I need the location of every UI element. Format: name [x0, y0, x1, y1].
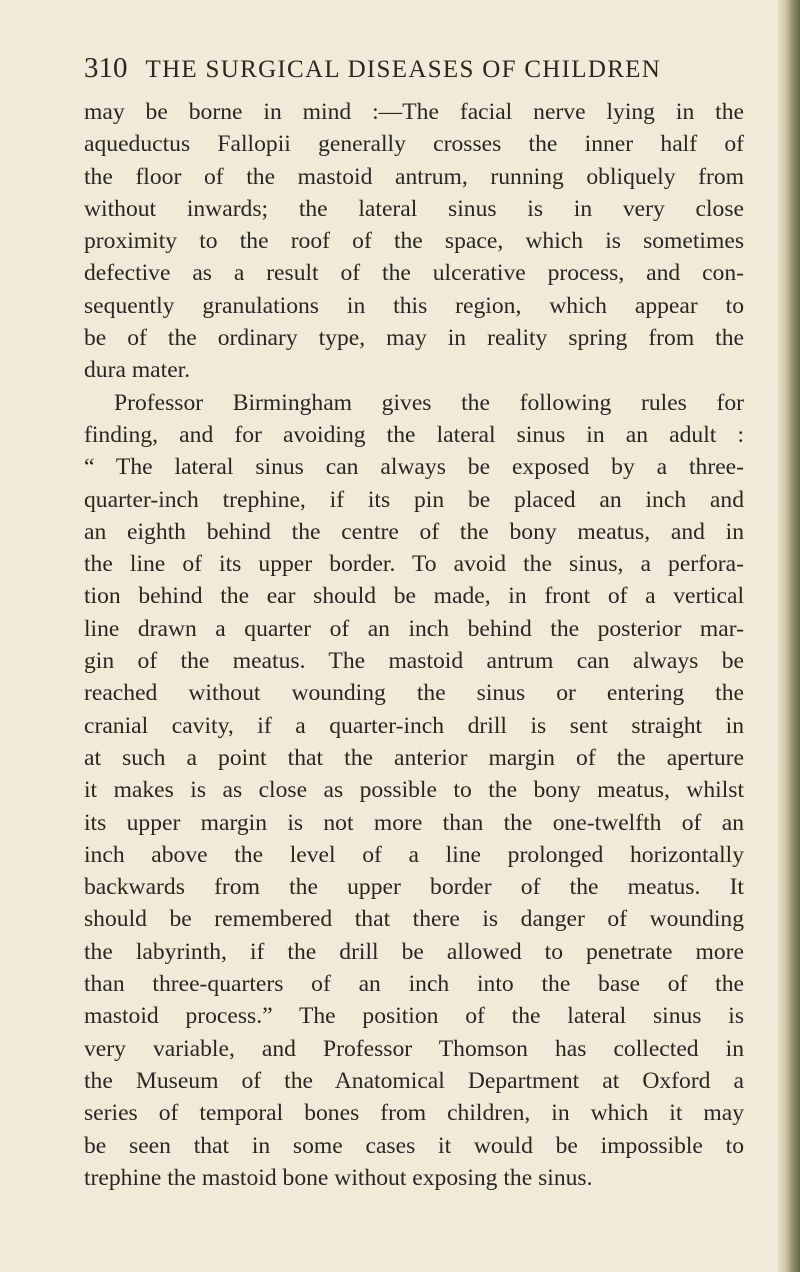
- text-line: line drawn a quarter of an inch behind the posterior mar-: [84, 615, 744, 642]
- text-line: trephine the mastoid bone without exposing the sinus.: [84, 1164, 593, 1191]
- text-line: quarter-inch trephine, if its pin be placed an inch and: [84, 486, 744, 513]
- text-line: at such a point that the anterior margin of the aperture: [84, 744, 744, 771]
- text-line: without inwards; the lateral sinus is in very close: [84, 195, 744, 222]
- text-line: be of the ordinary type, may in reality spring from the: [84, 325, 744, 352]
- running-header: [84, 52, 764, 92]
- text-line: “ The lateral sinus can always be exposed by a three-: [84, 454, 744, 481]
- text-line: gin of the meatus. The mastoid antrum can always be: [84, 648, 744, 675]
- text-line: tion behind the ear should be made, in front of a vertical: [84, 583, 744, 610]
- text-line: finding, and for avoiding the lateral sinus in an adult :: [84, 421, 744, 448]
- paragraph: [84, 387, 744, 1194]
- text-line: reached without wounding the sinus or entering the: [84, 680, 744, 707]
- text-line: than three-quarters of an inch into the base of the: [84, 971, 744, 998]
- text-line: the floor of the mastoid antrum, running obliquely from: [84, 163, 744, 190]
- text-line: Professor Birmingham gives the following rules for: [114, 389, 744, 416]
- text-line: backwards from the upper border of the meatus. It: [84, 874, 744, 901]
- text-line: the Museum of the Anatomical Department at Oxford a: [84, 1067, 744, 1094]
- text-line: should be remembered that there is danger of wounding: [84, 906, 744, 933]
- text-line: may be borne in mind :—The facial nerve lying in the: [84, 99, 744, 125]
- page-edge-shadow: [778, 0, 800, 1272]
- page-number: 310: [84, 52, 128, 84]
- text-line: the labyrinth, if the drill be allowed to penetrate more: [84, 938, 744, 965]
- text-line: it makes is as close as possible to the bony meatus, whilst: [84, 777, 744, 804]
- text-line: aqueductus Fallopii generally crosses the inner half of: [84, 131, 744, 158]
- text-line: be seen that in some cases it would be impossible to: [84, 1132, 744, 1159]
- body-text: [84, 96, 744, 1194]
- text-line: cranial cavity, if a quarter-inch drill is sent straight in: [84, 712, 744, 739]
- text-line: sequently granulations in this region, which appear to: [84, 292, 744, 319]
- text-line: dura mater.: [84, 357, 191, 384]
- text-line: series of temporal bones from children, in which it may: [84, 1100, 744, 1127]
- text-line: very variable, and Professor Thomson has collected in: [84, 1035, 744, 1062]
- text-line: proximity to the roof of the space, which is sometimes: [84, 228, 744, 255]
- text-line: an eighth behind the centre of the bony meatus, and in: [84, 518, 744, 545]
- text-line: mastoid process.” The position of the lateral sinus is: [84, 1003, 744, 1030]
- text-line: inch above the level of a line prolonged horizontally: [84, 841, 744, 868]
- text-line: its upper margin is not more than the one-twelfth of an: [84, 809, 744, 836]
- text-line: the line of its upper border. To avoid the sinus, a perfora-: [84, 551, 744, 578]
- running-title: THE SURGICAL DISEASES OF CHILDREN: [145, 56, 662, 83]
- paragraph: [84, 96, 744, 387]
- text-line: defective as a result of the ulcerative process, and con-: [84, 260, 744, 287]
